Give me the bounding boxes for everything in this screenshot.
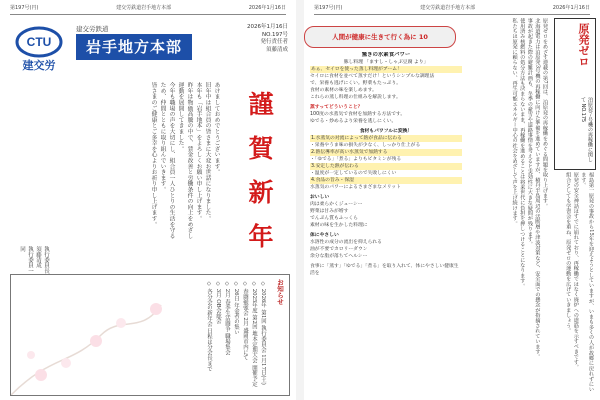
recipe-subheading: 豚し料理 「ますし・しゃぶ豆腐 より」 <box>343 60 429 65</box>
new-year-greeting <box>10 82 220 242</box>
health-item: 水溶性の成分の流出を抑えられる <box>310 240 382 245</box>
points-heading: 食材もパワフルに変換！ <box>359 129 413 134</box>
article-paragraph: 使用済み核燃料の処分方法も決まらないまま、再稼働を進めることは将来世代に負担を押しつけることになります。 <box>519 18 526 289</box>
issue-date: 2026年1月16日 <box>552 5 590 11</box>
merit-item: 肉は柔らかくジューシー <box>310 202 363 207</box>
greeting-paragraph: 本年も「岩手地本」をよろしくお願い申し上げます。 <box>195 82 201 222</box>
point-detail: ・栄養やうま味の損失が少なく、しっかり仕上がる <box>310 143 421 148</box>
greeting-paragraph: 皆さまのご健康とご多幸を心よりお祈り申し上げます。 <box>150 82 156 227</box>
side-paragraph: 原発の安全神話はすでに崩れており、再稼働ではなく廃炉への道筋を示すべきです。 <box>572 172 579 370</box>
side-paragraph: 福島第一原発の事故から15年を迎えようとしていますが、いまも多くの人が故郷に戻れずにいます。 <box>580 172 594 392</box>
merits-heading: おいしい <box>310 195 330 200</box>
article-paragraph: 事故が起きた際の避難計画も、冬季の豪雪や道路事情を考えると実効性に大きな疑問が残ります。 <box>526 18 533 247</box>
merit-item: 野菜は甘みが増す <box>310 209 349 214</box>
recipe-line: これらの蒸し料理の仕組みを解説します。 <box>310 95 401 100</box>
signature-staff: 執行委員一同 <box>19 246 33 274</box>
point-detail: ・温度が一定しているので失敗しにくい <box>310 171 397 176</box>
side-paragraph: 組合としても学習会を重ね、原発ゼロの運動を広げていきましょう。 <box>565 172 572 334</box>
point-title: 3.安定した熱が伝わる <box>310 163 462 170</box>
genpatsu-zero-body <box>554 172 594 396</box>
nuclear-article-body <box>464 18 548 396</box>
publisher-line: 建交労鉄道岩手地方本部 <box>116 5 172 11</box>
masthead <box>10 22 288 76</box>
page-gutter <box>296 0 304 400</box>
svg-text:CTU: CTU <box>26 35 52 49</box>
publisher-name: 須藤清成 <box>265 46 288 53</box>
article-paragraph: 北海道電力は泊原発3号機の再稼働に向けた準備を進めていますが、積丹半島周辺の活断層や津波対策など、安全面での懸念が指摘されています。 <box>534 18 541 360</box>
recipe-line: 食材の素材の味を楽しめます。 <box>310 88 377 93</box>
left-page <box>0 0 296 400</box>
genpatsu-zero-title: 原発ゼロ <box>577 23 590 67</box>
new-year-char: 年 <box>248 222 274 251</box>
question-heading: 蒸すってどういうこと？ <box>310 105 363 110</box>
newsletter-title: 岩手地方本部 <box>76 34 192 60</box>
question-line: ゆでる・炒めるより栄養を逃しにくい。 <box>310 119 397 124</box>
publisher-line: 建交労鉄道岩手地方本部 <box>420 5 476 11</box>
greeting-paragraph: 今年も職場の声を大切にし、組合員一人ひとりの生活を守るため、仲間とともに取り組んでいきます。 <box>159 82 174 239</box>
greeting-signature <box>10 246 50 274</box>
signature-role: 執行委員長 <box>43 246 49 274</box>
new-year-char: 賀 <box>248 134 274 163</box>
article-paragraph: 原発ゼロをめざす連載の第7回は、泊原発の再稼働をめぐる問題を取り上げます。 <box>542 18 548 209</box>
steaming-article <box>310 52 462 396</box>
publication-info <box>200 24 288 54</box>
greeting-paragraph: 旧年中は組合員の皆さまに大変お世話になりました。 <box>204 82 210 222</box>
recipe-summary: 食事に「蒸す」「ゆでる」「煮る」を取り入れて、体にやさしい健康生活を <box>310 264 459 276</box>
question-line: 100度の水蒸気で食材を加熱する方法です。 <box>310 112 406 117</box>
health-heading: 体にやさしい <box>310 233 339 238</box>
merit-item: 素材の味を生かした料理に <box>310 223 368 228</box>
new-year-char: 謹 <box>248 90 274 119</box>
point-title: 1.水蒸気の対流によって熱が食品に伝わる <box>310 135 462 142</box>
series-subtitle: 泊原発７号機の再稼働に関して <box>580 97 593 162</box>
publisher-label: 発行責任者 <box>260 39 288 45</box>
notice-item: ◇ 春闘勉強会 2月 盛岡市内にて <box>242 281 248 361</box>
right-running-header <box>314 4 590 15</box>
issue-no: NO.197号 <box>262 31 288 38</box>
recipe-line: で、栄養も逃げにくい。野菜もたっぷり。 <box>310 81 402 86</box>
series-info <box>557 97 593 165</box>
left-running-header <box>10 4 286 15</box>
merit-item: でんぷん質もふっくら <box>310 216 358 221</box>
notices-box <box>10 274 290 396</box>
union-logo <box>10 24 68 74</box>
notice-item: ◇ 2025年度 第2回 地本定期大会 開催予定 <box>251 281 257 387</box>
bureau-label: 建交労鉄道 <box>76 25 109 33</box>
point-detail: ・「ゆでる」「煮る」よりもビタミンが残る <box>310 157 402 162</box>
notice-item: ◇ 2月 春季生活闘争 職場集会 <box>224 281 230 355</box>
series-number: NO.175 <box>580 103 586 123</box>
signature-name: 須藤清成 <box>35 246 41 268</box>
health-series-banner <box>304 26 456 48</box>
point-title: 4.食品の旨み・保湿 <box>310 177 462 184</box>
issue-number: 第197号(円) <box>10 5 39 11</box>
greeting-paragraph: 昨年は物価高騰の中で、賃金改善と労働条件の向上をめざし運動を展開してきました。 <box>177 82 192 239</box>
greeting-paragraph: あけましておめでとうございます。 <box>213 82 219 175</box>
kinga-shinnen-heading <box>228 90 288 270</box>
notices-list <box>17 281 267 391</box>
logo-text: 建交労 <box>22 59 56 72</box>
right-page <box>304 0 600 400</box>
health-item: 余分な脂が落ちてヘルシー <box>310 254 368 259</box>
point-detail: 水蒸気のパワーによるさまざまなメリット <box>310 185 401 190</box>
article-paragraph: 私たちは原発に頼らない、再生可能エネルギー中心の社会をめざして声を上げ続けます。 <box>511 18 518 226</box>
pub-date: 2026年1月16日 <box>247 24 288 30</box>
recipe-heading: 驚きの水素食パワー <box>361 52 411 58</box>
notice-item: ◇ 26日 年金者の集い <box>233 281 239 336</box>
notice-item: ◇ 各分会の新年会 日程は分会長まで <box>206 281 212 372</box>
notice-item: ◇ 2026年 第1回 執行委員会 1月17日(土) <box>260 281 266 385</box>
point-title: 2.熱伝導率が高い水蒸気で加熱する <box>310 149 462 156</box>
health-item: 油が不要でカロリーダウン <box>310 247 368 252</box>
notices-heading: お知らせ <box>276 279 284 305</box>
issue-date: 2026年1月16日 <box>248 5 286 11</box>
banner-text: 人間が健康に生きて行く為に 10 <box>332 33 428 41</box>
new-year-char: 新 <box>248 178 274 207</box>
issue-number: 第197号(円) <box>314 5 343 11</box>
recipe-line: あぁ、セイロを使った蒸し料理がブーム！ <box>310 66 462 73</box>
recipe-line: セイロに食材を並べて蒸すだけ！というシンプルな調理法 <box>310 74 435 79</box>
notice-item: ◇ 3月 OB会総会 <box>215 281 221 324</box>
genpatsu-zero-box <box>554 18 596 170</box>
